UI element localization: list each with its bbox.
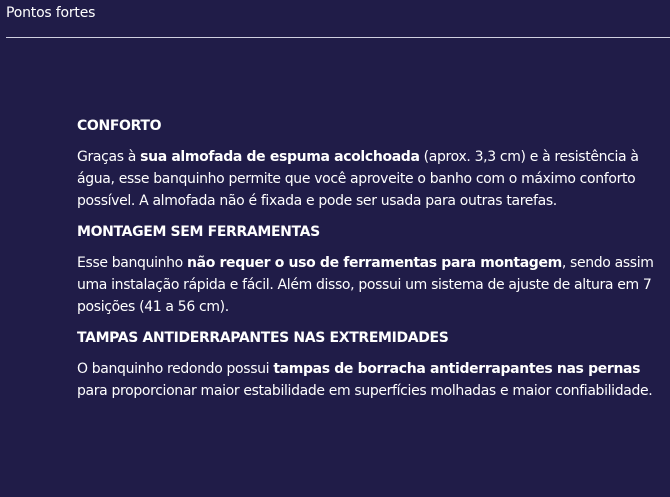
section-body-text: Graças à [77,149,141,165]
section-tool-free-assembly [77,222,655,318]
section-body-highlight: não requer o uso de ferramentas para montagem [187,255,562,271]
section-heading: CONFORTO [77,118,162,134]
section-body [77,146,655,212]
header-divider [6,37,670,38]
section-body-text: , sendo assim uma instalação rápida e fácil. Além disso, possui um sistema de ajuste de altura em 7 posições (41 a 56 cm). [77,255,654,315]
section-comfort [77,116,655,212]
section-body-text: Esse banquinho [77,255,187,271]
section-body [77,252,655,318]
section-heading: MONTAGEM SEM FERRAMENTAS [77,224,320,240]
section-body-text: para proporcionar maior estabilidade em superfícies molhadas e maior confiabilidade. [77,383,653,399]
strengths-panel-header[interactable] [0,0,670,38]
section-body-highlight: tampas de borracha antiderrapantes nas pernas [273,361,641,377]
panel-title: Pontos fortes [6,5,96,21]
section-body-text: O banquinho redondo possui [77,361,274,377]
section-body-highlight: sua almofada de espuma acolchoada [140,149,420,165]
section-heading: TAMPAS ANTIDERRAPANTES NAS EXTREMIDADES [77,330,449,346]
section-body-text: (aprox. 3,3 cm) e à resistência à água, esse banquinho permite que você aproveite o banho com o máximo conforto possível. A almofada não é fixada e pode ser usada para outras tarefas. [77,149,639,209]
strengths-content [77,116,655,412]
section-non-slip-caps [77,328,655,402]
section-body [77,358,655,402]
